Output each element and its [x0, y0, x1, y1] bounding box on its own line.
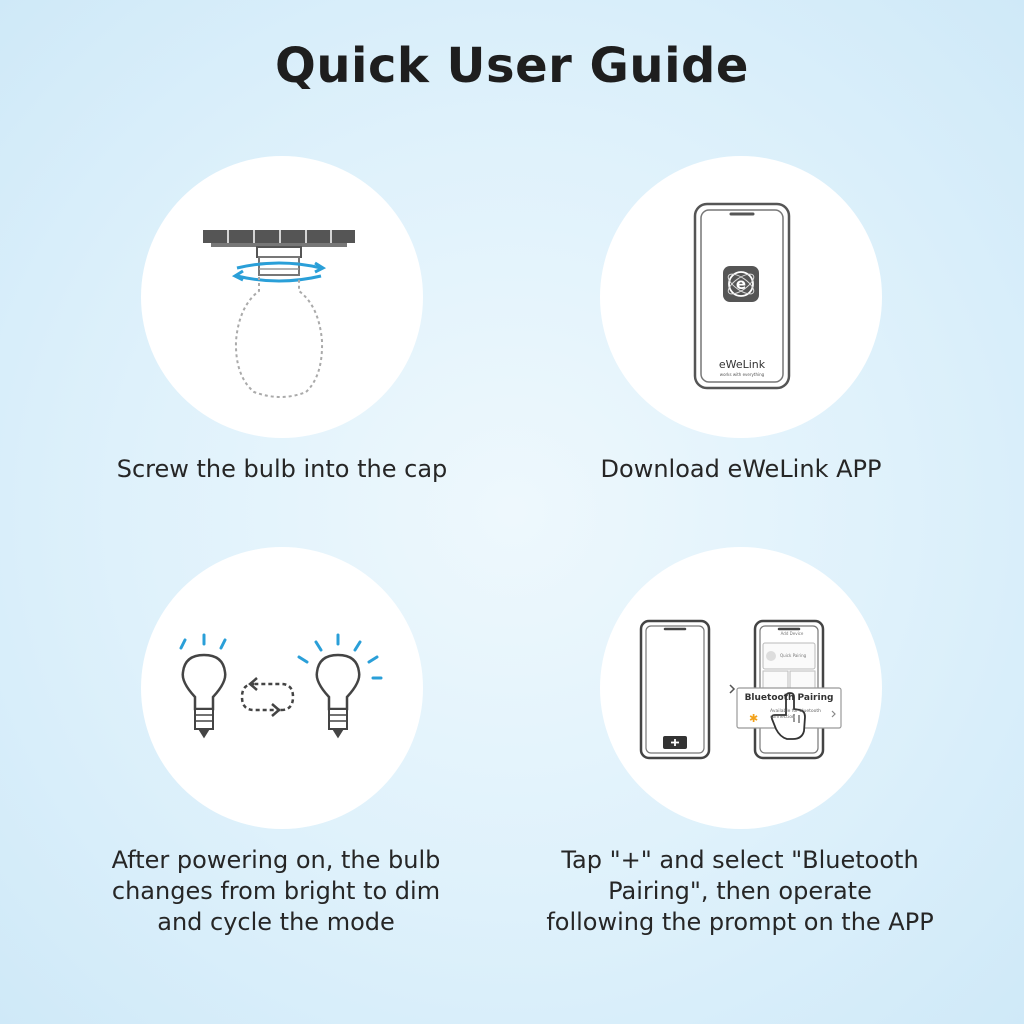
bulb-screw-illustration: [141, 156, 423, 438]
svg-text:✱: ✱: [749, 712, 759, 725]
screen-header: Add Device: [780, 631, 804, 636]
page-title: Quick User Guide: [275, 38, 749, 94]
step-3-circle: [141, 547, 423, 829]
caption-line: following the prompt on the APP: [546, 908, 934, 936]
caption-line: Screw the bulb into the cap: [116, 455, 448, 483]
step-4-circle: [600, 547, 882, 829]
step-2-caption: [560, 454, 922, 485]
bluetooth-pairing-illustration: [600, 547, 882, 829]
bulb-mode-illustration: [141, 547, 423, 829]
step-3-caption: [80, 845, 472, 938]
step-1-circle: [141, 156, 423, 438]
step-4-caption: [530, 845, 950, 938]
caption-line: After powering on, the bulb: [111, 846, 441, 874]
svg-text:e: e: [735, 275, 747, 293]
caption-line: and cycle the mode: [157, 908, 395, 936]
bluetooth-pairing-popup-text: Available for bluetooth connection: [770, 709, 822, 720]
app-tagline: works with everything: [719, 372, 765, 377]
step-1-caption: [100, 454, 464, 485]
caption-line: Tap "+" and select "Bluetooth: [561, 846, 919, 874]
bluetooth-pairing-popup-title: Bluetooth Pairing: [744, 693, 834, 703]
caption-line: Download eWeLink APP: [600, 455, 882, 483]
quick-pairing-item: Quick Pairing: [780, 653, 807, 658]
caption-line: changes from bright to dim: [111, 877, 441, 905]
caption-line: Pairing", then operate: [608, 877, 872, 905]
step-2-circle: [600, 156, 882, 438]
app-name: eWeLink: [718, 358, 766, 371]
phone-illustration: [600, 156, 882, 438]
